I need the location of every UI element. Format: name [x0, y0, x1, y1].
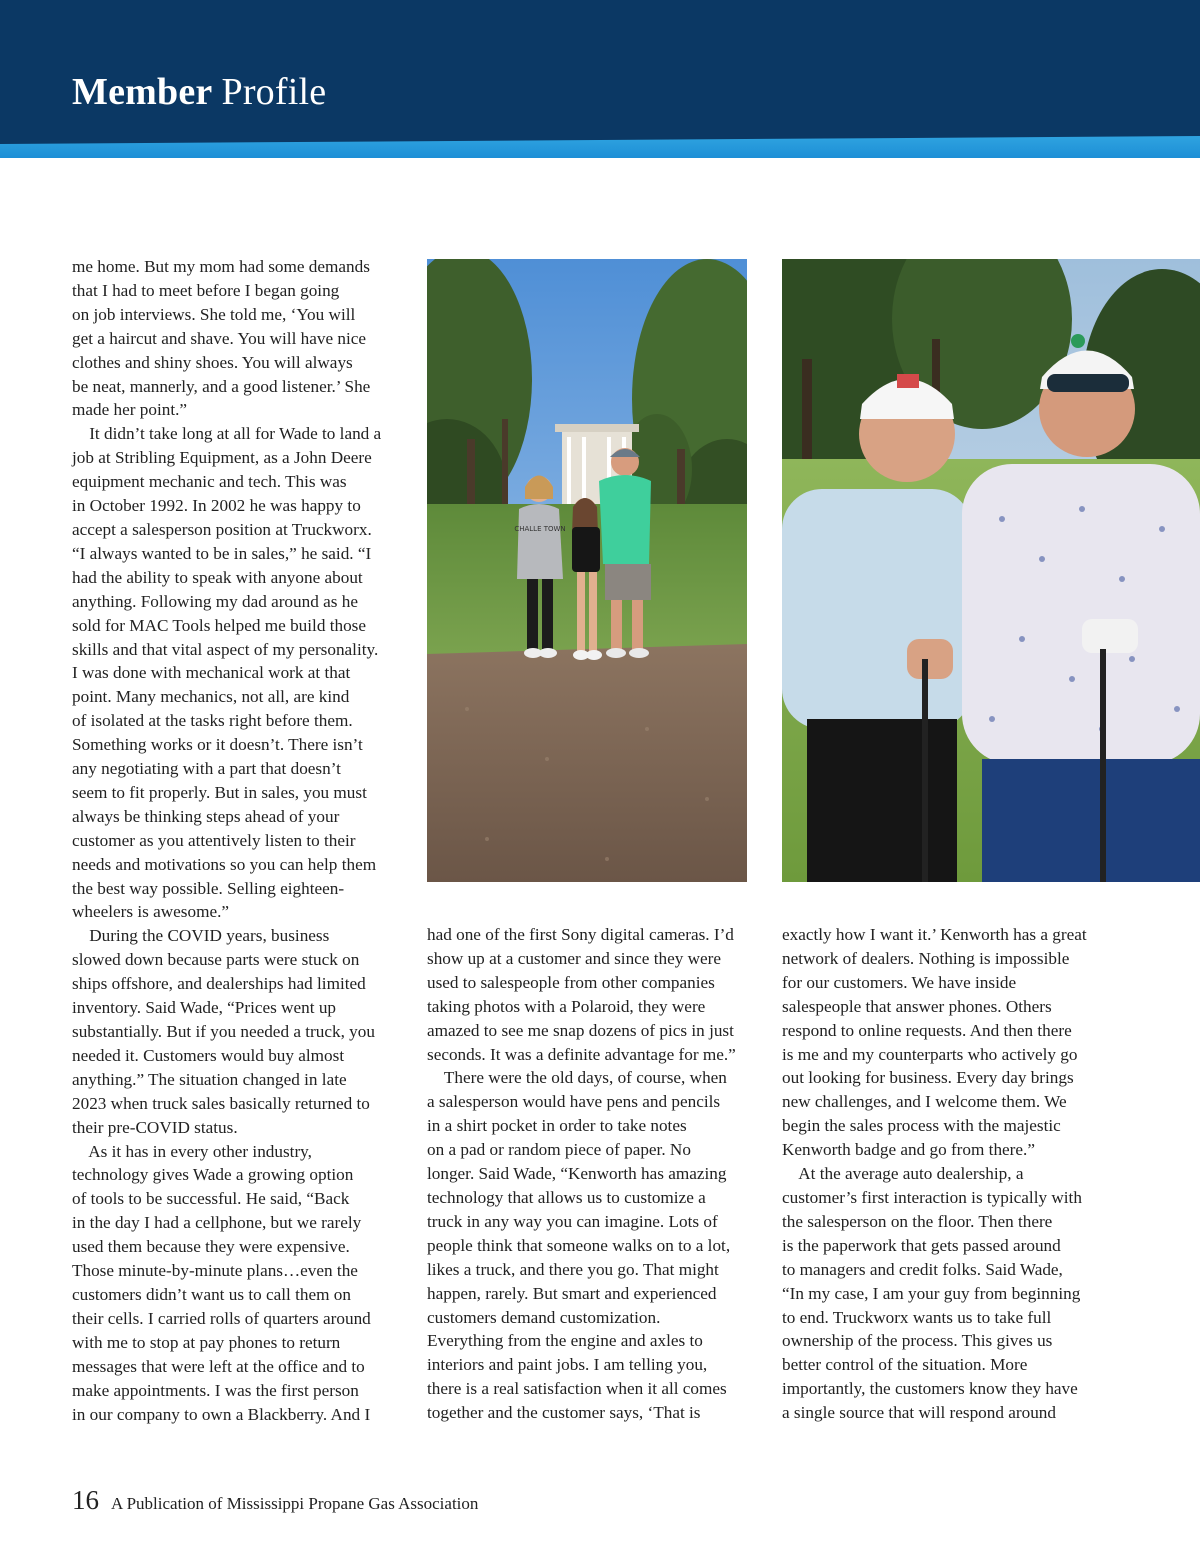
text-line: used to salespeople from other companies [427, 972, 715, 992]
text-line: skills and that vital aspect of my personality. [72, 639, 379, 659]
text-line: job at Stribling Equipment, as a John Deere [72, 448, 372, 468]
text-line: make appointments. I was the first person [72, 1380, 359, 1400]
text-line: their cells. I carried rolls of quarters around [72, 1308, 371, 1328]
text-line: sold for MAC Tools helped me build those [72, 615, 366, 635]
text-line: show up at a customer and since they were [427, 948, 722, 968]
text-line: taking photos with a Polaroid, they were [427, 996, 706, 1016]
text-line: with me to stop at pay phones to return [72, 1332, 341, 1352]
text-line: Everything from the engine and axles to [427, 1331, 703, 1351]
text-line: wheelers is awesome.” [72, 902, 230, 922]
text-line: in October 1992. In 2002 he was happy to [72, 496, 361, 516]
article-column-3 [782, 923, 1107, 1425]
text-line: customer’s first interaction is typically with [782, 1187, 1082, 1207]
text-line: truck in any way you can imagine. Lots of [427, 1211, 718, 1231]
text-line: a salesperson would have pens and pencils [427, 1092, 721, 1112]
text-line: in our company to own a Blackberry. And I [72, 1404, 371, 1424]
text-line: inventory. Said Wade, “Prices went up [72, 998, 337, 1018]
text-line: there is a real satisfaction when it all comes [427, 1379, 727, 1399]
text-line: customers didn’t want us to call them on [72, 1284, 351, 1304]
text-line: needs and motivations so you can help them [72, 854, 377, 874]
text-line: people think that someone walks on to a lot, [427, 1235, 731, 1255]
text-line: anything. Following my dad around as he [72, 591, 358, 611]
text-line: on job interviews. She told me, ‘You will [72, 304, 356, 324]
text-line: to managers and credit folks. Said Wade, [782, 1259, 1063, 1279]
text-line: that I had to meet before I began going [72, 280, 340, 300]
section-title-bold: Member [72, 71, 212, 113]
family-photo-image [427, 259, 747, 882]
text-line: substantially. But if you needed a truck, you [72, 1022, 375, 1041]
text-line: had the ability to speak with anyone about [72, 567, 363, 587]
text-line: I was done with mechanical work at that [72, 663, 351, 683]
text-line: “In my case, I am your guy from beginning [782, 1283, 1081, 1303]
text-line: get a haircut and shave. You will have nice [72, 328, 367, 348]
text-line: to end. Truckworx wants us to take full [782, 1307, 1052, 1327]
text-line: had one of the first Sony digital cameras. I’d [427, 925, 734, 944]
text-line: technology that allows us to customize a [427, 1187, 706, 1207]
text-line: be neat, mannerly, and a good listener.’ She [72, 376, 371, 396]
text-line: slowed down because parts were stuck on [72, 950, 360, 970]
text-line: Kenworth badge and go from there.” [782, 1140, 1035, 1160]
text-line: amazed to see me snap dozens of pics in just [427, 1020, 734, 1040]
text-line: seconds. It was a definite advantage for me.” [427, 1044, 736, 1064]
text-line: made her point.” [72, 400, 188, 420]
text-line: ownership of the process. This gives us [782, 1331, 1053, 1351]
text-line: longer. Said Wade, “Kenworth has amazing [427, 1164, 727, 1184]
text-line: together and the customer says, ‘That is [427, 1403, 701, 1423]
text-line: in a shirt pocket in order to take notes [427, 1116, 687, 1136]
page-footer [72, 1485, 478, 1525]
section-title [72, 68, 326, 116]
text-line: a single source that will respond around [782, 1403, 1056, 1423]
text-line: importantly, the customers know they have [782, 1379, 1078, 1399]
text-line: 2023 when truck sales basically returned to [72, 1093, 370, 1113]
family-photo [427, 259, 747, 882]
text-line: happen, rarely. But smart and experienced [427, 1283, 717, 1303]
text-line: clothes and shiny shoes. You will always [72, 352, 353, 372]
text-line: equipment mechanic and tech. This was [72, 472, 347, 492]
header-accent-stripe [0, 136, 1200, 158]
text-line: is me and my counterparts who actively go [782, 1044, 1078, 1064]
text-line: salespeople that answer phones. Others [782, 996, 1052, 1016]
text-line: anything.” The situation changed in late [72, 1069, 347, 1089]
text-line: interiors and paint jobs. I am telling you, [427, 1355, 708, 1375]
text-line: likes a truck, and there you go. That might [427, 1259, 719, 1279]
golfers-photo [782, 259, 1200, 882]
text-line: customer as you attentively listen to their [72, 830, 356, 850]
text-line: out looking for business. Every day brings [782, 1068, 1074, 1088]
shirt-print: CHALLE TOWN [514, 525, 566, 533]
text-line: for our customers. We have inside [782, 972, 1017, 992]
text-line: ships offshore, and dealerships had limited [72, 974, 366, 994]
text-line: the best way possible. Selling eighteen- [72, 878, 345, 898]
page-header-band [0, 0, 1200, 136]
golfers-photo-image [782, 259, 1200, 882]
text-line: their pre-COVID status. [72, 1117, 238, 1137]
text-line: customers demand customization. [427, 1307, 661, 1327]
text-line: always be thinking steps ahead of your [72, 806, 340, 826]
text-line: of tools to be successful. He said, “Back [72, 1189, 350, 1209]
publication-name: A Publication of Mississippi Propane Gas Association [111, 1494, 479, 1513]
text-line: exactly how I want it.’ Kenworth has a great [782, 925, 1087, 944]
section-title-light: Profile [221, 71, 327, 113]
page-number: 16 [72, 1485, 99, 1515]
text-line: At the average auto dealership, a [782, 1164, 1024, 1184]
text-line: new challenges, and I welcome them. We [782, 1092, 1067, 1112]
text-line: technology gives Wade a growing option [72, 1165, 354, 1185]
text-line: “I always wanted to be in sales,” he said. “I [72, 543, 372, 563]
text-line: is the paperwork that gets passed around [782, 1235, 1061, 1255]
text-line: It didn’t take long at all for Wade to land a [72, 424, 382, 444]
text-line: of isolated at the tasks right before them. [72, 711, 353, 731]
article-column-1 [72, 255, 397, 1426]
text-line: used them because they were expensive. [72, 1237, 350, 1257]
text-line: As it has in every other industry, [72, 1141, 312, 1161]
text-line: the salesperson on the floor. Then there [782, 1211, 1053, 1231]
text-line: messages that were left at the office and to [72, 1356, 365, 1376]
text-line: Those minute-by-minute plans…even the [72, 1261, 358, 1281]
text-line: accept a salesperson position at Truckworx. [72, 519, 372, 539]
text-line: needed it. Customers would buy almost [72, 1045, 345, 1065]
text-line: me home. But my mom had some demands [72, 257, 370, 276]
text-line: During the COVID years, business [72, 926, 330, 946]
text-line: on a pad or random piece of paper. No [427, 1140, 691, 1160]
text-line: in the day I had a cellphone, but we rarely [72, 1213, 362, 1233]
text-line: seem to fit properly. But in sales, you must [72, 782, 367, 802]
text-line: point. Many mechanics, not all, are kind [72, 687, 350, 707]
text-line: respond to online requests. And then there [782, 1020, 1072, 1040]
text-line: network of dealers. Nothing is impossible [782, 948, 1070, 968]
text-line: begin the sales process with the majestic [782, 1116, 1061, 1136]
text-line: any negotiating with a part that doesn’t [72, 759, 341, 779]
text-line: Something works or it doesn’t. There isn’t [72, 735, 363, 755]
text-line: There were the old days, of course, when [427, 1068, 727, 1088]
article-column-2 [427, 923, 752, 1425]
text-line: better control of the situation. More [782, 1355, 1028, 1375]
